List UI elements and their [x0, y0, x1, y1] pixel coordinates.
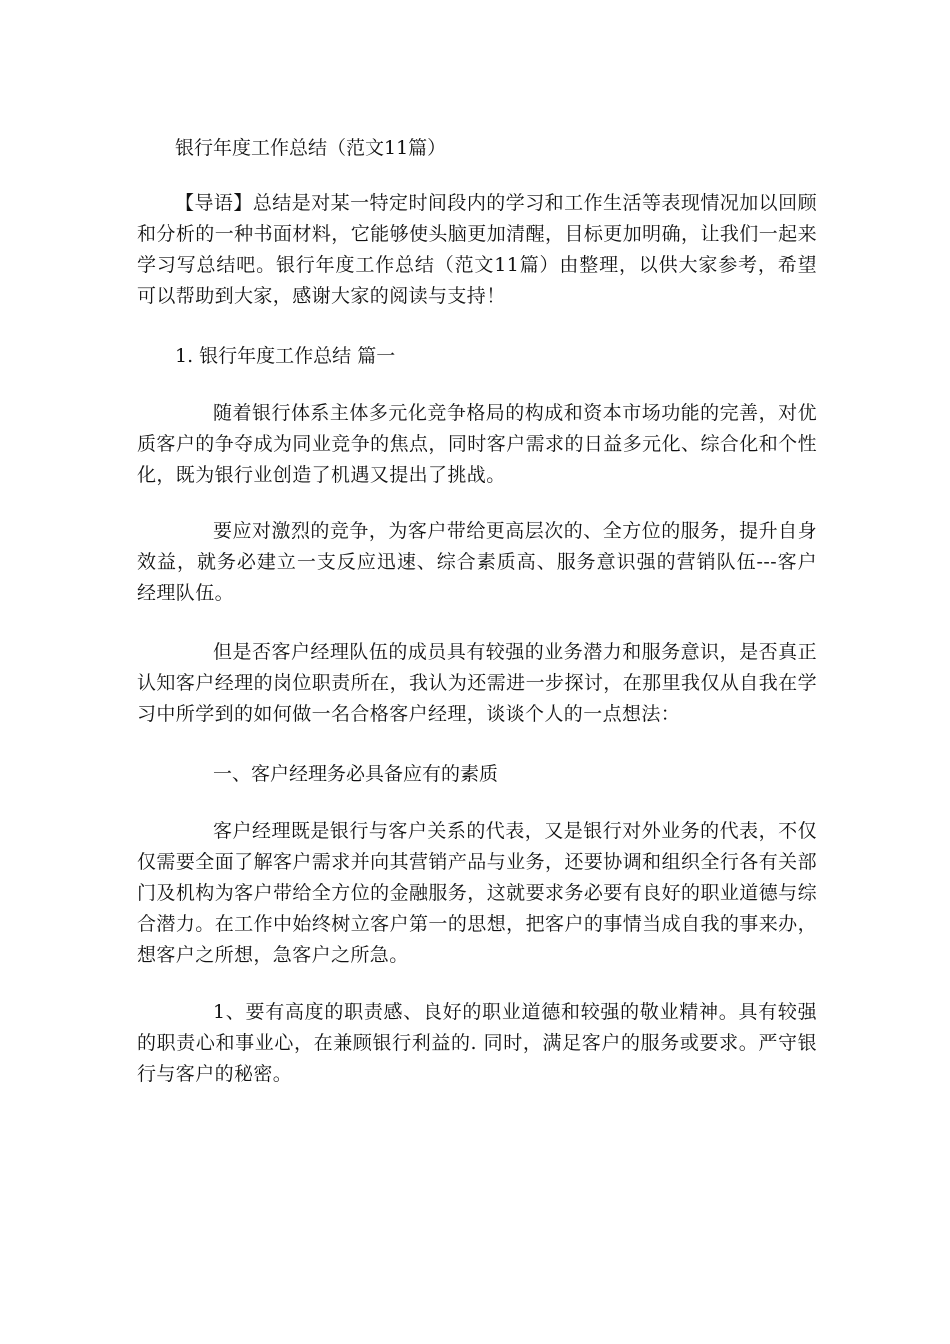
body-paragraph-4: 客户经理既是银行与客户关系的代表，又是银行对外业务的代表，不仅仅需要全面了解客户需求并向其营销产品与业务，还要协调和组织全行各有关部门及机构为客户带给全方位的金融服务，这就要求务必要有良好的职业道德与综合潜力。在工作中始终树立客户第一的思想，把客户的事情当成自我的事来办，想客户之所想，急客户之所急。: [137, 820, 817, 966]
section-heading: 一、客户经理务必具备应有的素质: [213, 763, 499, 785]
body-paragraph-1: 随着银行体系主体多元化竞争格局的构成和资本市场功能的完善，对优质客户的争夺成为同业竞争的焦点，同时客户需求的日益多元化、综合化和个性化，既为银行业创造了机遇又提出了挑战。: [137, 402, 817, 486]
body-paragraph-5: 1、要有高度的职责感、良好的职业道德和较强的敬业精神。具有较强的职责心和事业心，在兼顾银行利益的. 同时，满足客户的服务或要求。严守银行与客户的秘密。: [137, 1001, 817, 1085]
document-title: 银行年度工作总结（范文11篇）: [175, 137, 447, 159]
body-paragraph-3: 但是否客户经理队伍的成员具有较强的业务潜力和服务意识，是否真正认知客户经理的岗位职责所在，我认为还需进一步探讨，在那里我仅从自我在学习中所学到的如何做一名合格客户经理，谈谈个人的一点想法：: [137, 641, 817, 725]
intro-paragraph: 【导语】总结是对某一特定时间段内的学习和工作生活等表现情况加以回顾和分析的一种书面材料，它能够使头脑更加清醒，目标更加明确，让我们一起来学习写总结吧。银行年度工作总结（范文11篇）由整理，以供大家参考，希望可以帮助到大家，感谢大家的阅读与支持！: [137, 192, 817, 307]
chapter-heading: 1. 银行年度工作总结 篇一: [175, 345, 396, 367]
body-paragraph-2: 要应对激烈的竞争，为客户带给更高层次的、全方位的服务，提升自身效益，就务必建立一支反应迅速、综合素质高、服务意识强的营销队伍---客户经理队伍。: [137, 520, 817, 604]
